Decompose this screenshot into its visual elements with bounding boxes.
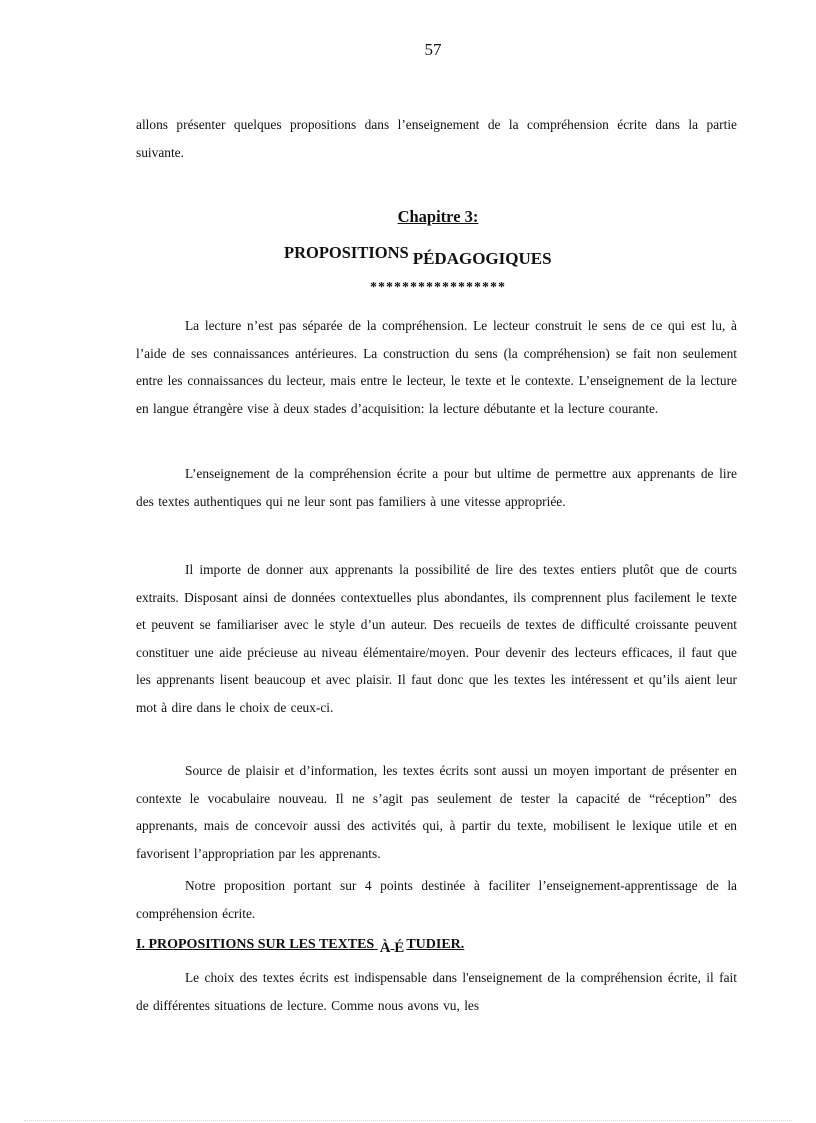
paragraph-block-6 xyxy=(136,964,737,1019)
paragraph-3: Il importe de donner aux apprenants la possibilité de lire des textes entiers plutôt que de courts extraits. Disposant ainsi de données contextuelles plus abondantes, ils comprennent plus facilement le texte et peuvent se familiariser avec le style d’un auteur. Des recueils de textes de difficulté croissante peuvent constituer une aide précieuse au niveau élémentaire/moyen. Pour devenir des lecteurs efficaces, il faut que les apprenants lisent beaucoup et avec plaisir. Il faut donc que les textes les intéressent et qu’ils aient leur mot à dire dans le choix de ceux-ci. xyxy=(136,562,737,715)
section-heading-accent: À É xyxy=(379,940,405,956)
intro-paragraph: allons présenter quelques propositions dans l’enseignement de la compréhension écrite dans la partie suivante. xyxy=(136,117,737,160)
paragraph-6: Le choix des textes écrits est indispensable dans l'enseignement de la compréhension écrite, il fait de différentes situations de lecture. Comme nous avons vu, les xyxy=(136,970,737,1013)
intro-block xyxy=(136,111,737,166)
section-heading-end: TUDIER. xyxy=(406,937,465,952)
paragraph-block-4 xyxy=(136,757,737,867)
paragraph-2: L’enseignement de la compréhension écrite a pour but ultime de permettre aux apprenants de lire des textes authentiques qui ne leur sont pas familiers à une vitesse appropriée. xyxy=(136,466,737,509)
paragraph-1: La lecture n’est pas séparée de la compréhension. Le lecteur construit le sens de ce qui est lu, à l’aide de ses connaissances antérieures. La construction du sens (la compréhension) se fait non seulement entre les connaissances du lecteur, mais entre le lecteur, le texte et le contexte. L’enseignement de la lecture en langue étrangère vise à deux stades d’acquisition: la lecture débutante et la lecture courante. xyxy=(136,318,737,416)
paragraph-block-3 xyxy=(136,556,737,722)
paragraph-4: Source de plaisir et d’information, les textes écrits sont aussi un moyen important de présenter en contexte le vocabulaire nouveau. Il ne s’agit pas seulement de tester la capacité de “réception” des apprenants, mais de concevoir aussi des activités qui, à partir du texte, mobilisent le lexique utile et en favorisent l’appropriation par les apprenants. xyxy=(136,763,737,861)
paragraph-block-2 xyxy=(136,460,737,515)
chapter-subtitle-word-2: PÉDAGOGIQUES xyxy=(412,249,552,268)
paragraph-block-1 xyxy=(136,312,737,422)
chapter-subtitle-word-1: PROPOSITIONS xyxy=(284,243,409,262)
section-heading xyxy=(136,936,465,956)
section-heading-start: I. PROPOSITIONS SUR LES TEXTES xyxy=(136,937,375,952)
chapter-subtitle xyxy=(284,243,552,268)
chapter-title: Chapitre 3: xyxy=(397,207,479,226)
page-bottom-rule xyxy=(24,1120,792,1121)
paragraph-block-5 xyxy=(136,872,737,927)
page-number: 57 xyxy=(424,40,442,59)
star-separator: ***************** xyxy=(370,280,506,295)
paragraph-5: Notre proposition portant sur 4 points destinée à faciliter l’enseignement-apprentissage de la compréhension écrite. xyxy=(136,878,737,921)
